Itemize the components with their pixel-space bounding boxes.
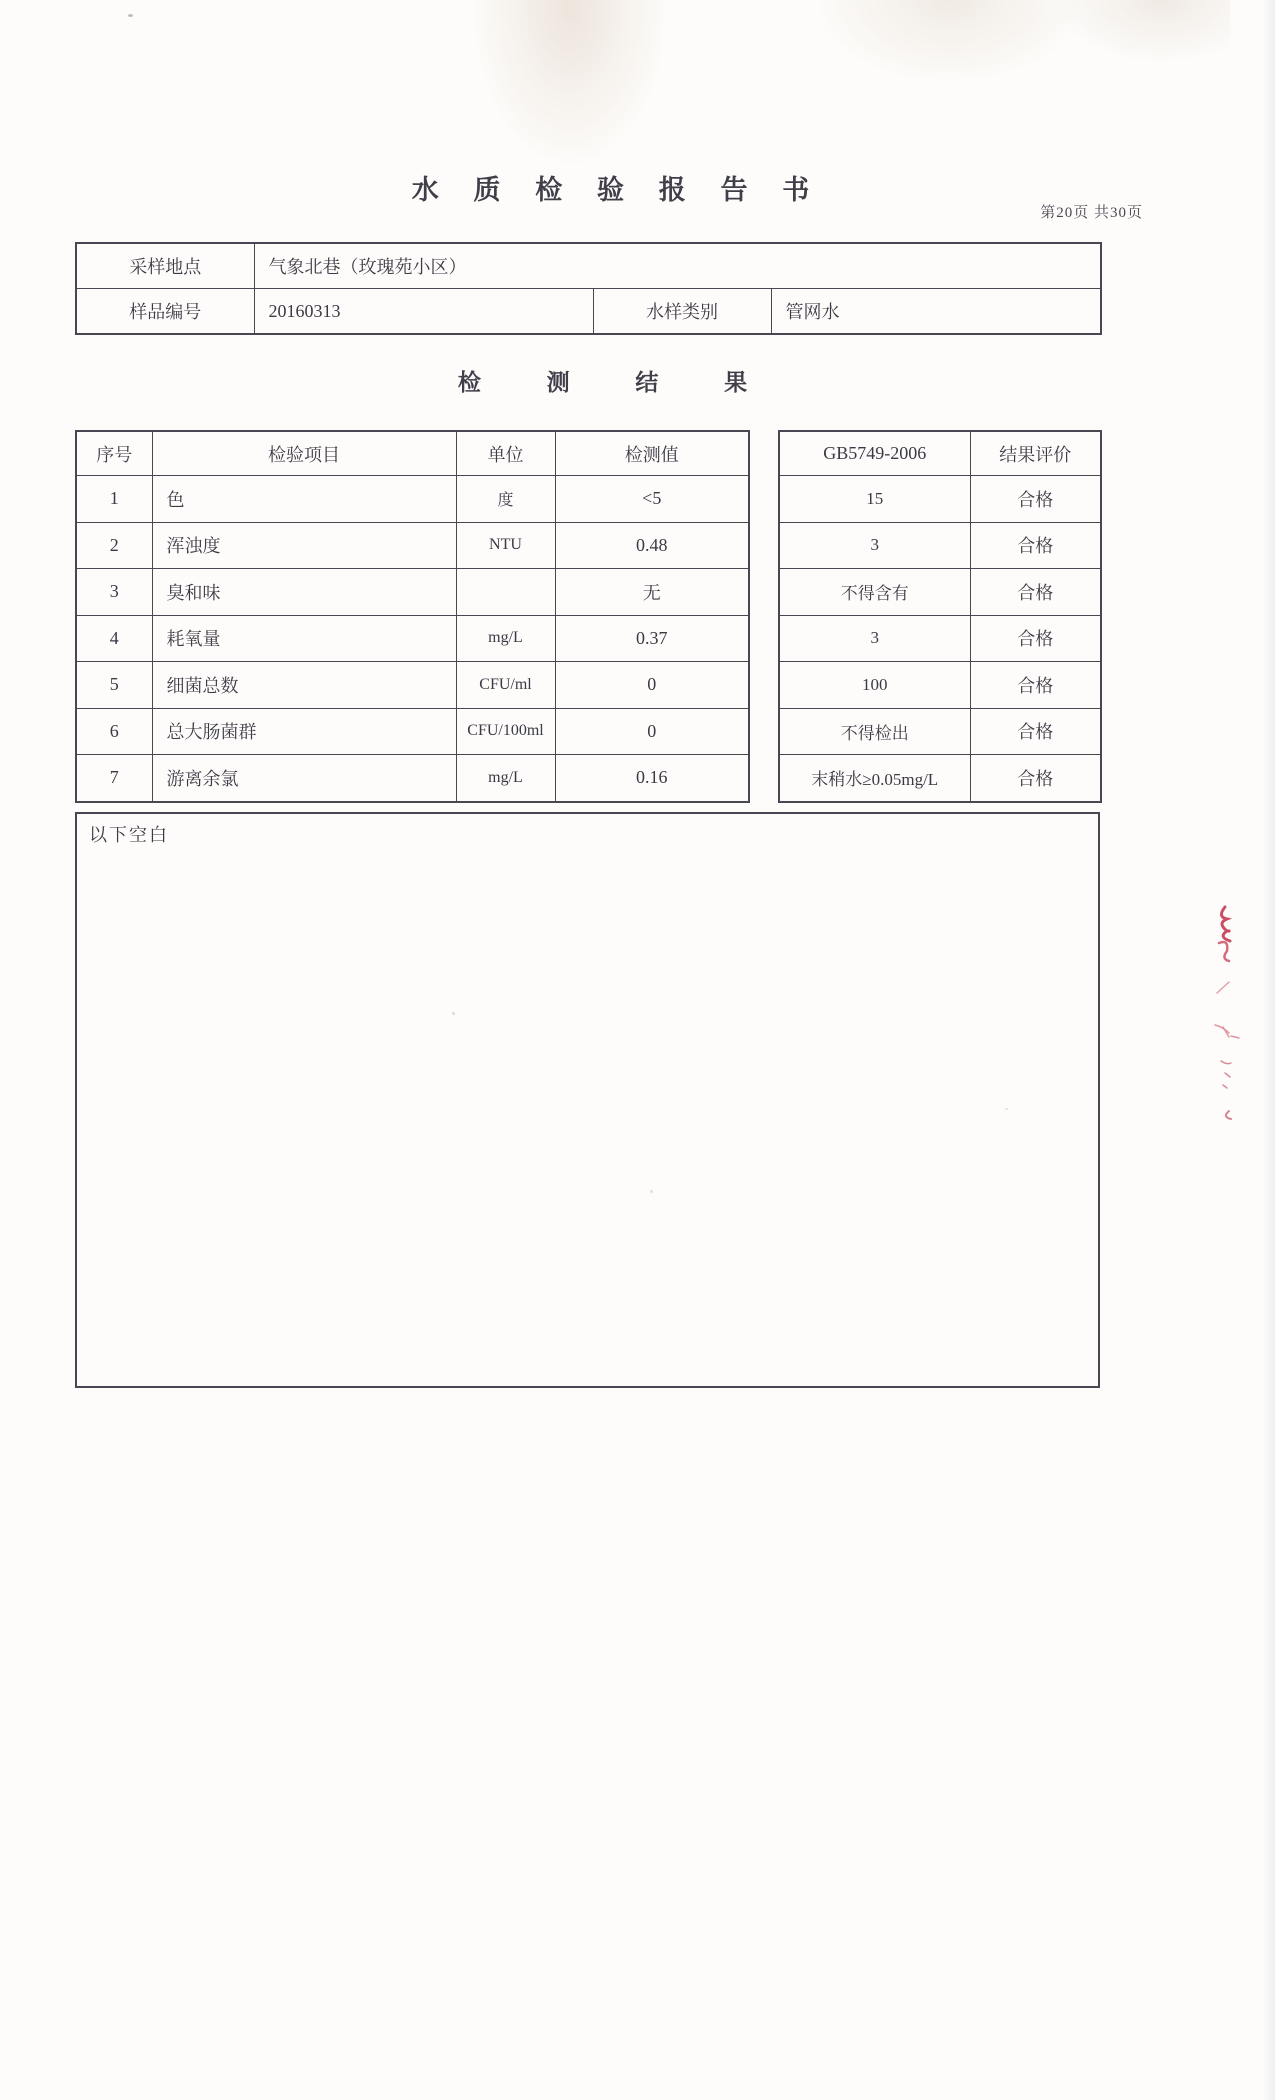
unit-cell: mg/L — [456, 615, 555, 662]
scan-speck — [128, 14, 133, 17]
standard-cell: 3 — [779, 615, 970, 662]
unit-cell — [456, 569, 555, 616]
scan-smudge — [820, 0, 1080, 80]
result-row — [76, 476, 749, 523]
evaluation-cell: 合格 — [970, 662, 1101, 709]
standard-cell: 15 — [779, 476, 970, 523]
water-type-value: 管网水 — [771, 289, 1101, 335]
result-row — [779, 569, 1101, 616]
result-row — [779, 476, 1101, 523]
result-row — [779, 662, 1101, 709]
value-cell: 无 — [555, 569, 749, 616]
header-measured-value: 检测值 — [555, 431, 749, 476]
unit-cell: NTU — [456, 522, 555, 569]
result-row — [779, 522, 1101, 569]
table-header-row — [76, 431, 749, 476]
sampling-location-label: 采样地点 — [76, 243, 254, 289]
evaluation-cell: 合格 — [970, 708, 1101, 755]
item-cell: 游离余氯 — [152, 755, 456, 802]
item-cell: 浑浊度 — [152, 522, 456, 569]
section-title: 检 测 结 果 — [457, 370, 778, 395]
sampling-location-value: 气象北巷（玫瑰苑小区） — [254, 243, 1101, 289]
evaluation-cell: 合格 — [970, 569, 1101, 616]
unit-cell: CFU/100ml — [456, 708, 555, 755]
table-header-row — [779, 431, 1101, 476]
value-cell: 0.16 — [555, 755, 749, 802]
value-cell: 0.48 — [555, 522, 749, 569]
item-cell: 臭和味 — [152, 569, 456, 616]
evaluation-cell: 合格 — [970, 755, 1101, 802]
row-number-cell: 3 — [76, 569, 152, 616]
item-cell: 细菌总数 — [152, 662, 456, 709]
page-edge-shadow — [1263, 0, 1275, 2100]
row-number-cell: 1 — [76, 476, 152, 523]
table-row — [76, 289, 1101, 335]
row-number-cell: 2 — [76, 522, 152, 569]
result-row — [76, 522, 749, 569]
sample-info-table — [75, 242, 1102, 335]
row-number-cell: 6 — [76, 708, 152, 755]
table-row — [76, 243, 1101, 289]
blank-note: 以下空白 — [89, 825, 169, 845]
result-row — [779, 708, 1101, 755]
unit-cell: 度 — [456, 476, 555, 523]
evaluation-cell: 合格 — [970, 522, 1101, 569]
evaluation-cell: 合格 — [970, 615, 1101, 662]
result-row — [76, 755, 749, 802]
evaluation-cell: 合格 — [970, 476, 1101, 523]
item-cell: 总大肠菌群 — [152, 708, 456, 755]
header-row-number: 序号 — [76, 431, 152, 476]
result-row — [76, 569, 749, 616]
standard-cell: 末稍水≥0.05mg/L — [779, 755, 970, 802]
header-evaluation: 结果评价 — [970, 431, 1101, 476]
standard-cell: 不得检出 — [779, 708, 970, 755]
red-ink-marks — [1195, 885, 1255, 1135]
result-row — [779, 755, 1101, 802]
scan-smudge — [470, 0, 670, 170]
value-cell: 0 — [555, 708, 749, 755]
row-number-cell: 7 — [76, 755, 152, 802]
standard-cell: 3 — [779, 522, 970, 569]
header-unit: 单位 — [456, 431, 555, 476]
scan-smudge — [1060, 0, 1230, 60]
result-row — [76, 662, 749, 709]
unit-cell: CFU/ml — [456, 662, 555, 709]
result-row — [779, 615, 1101, 662]
header-standard: GB5749-2006 — [779, 431, 970, 476]
results-table-right — [778, 430, 1102, 803]
result-row — [76, 615, 749, 662]
value-cell: 0.37 — [555, 615, 749, 662]
item-cell: 色 — [152, 476, 456, 523]
value-cell: 0 — [555, 662, 749, 709]
row-number-cell: 4 — [76, 615, 152, 662]
results-table-left — [75, 430, 750, 803]
unit-cell: mg/L — [456, 755, 555, 802]
sample-number-value: 20160313 — [254, 289, 593, 335]
result-row — [76, 708, 749, 755]
item-cell: 耗氧量 — [152, 615, 456, 662]
sample-number-label: 样品编号 — [76, 289, 254, 335]
page-title: 水 质 检 验 报 告 书 — [411, 175, 824, 205]
standard-cell: 不得含有 — [779, 569, 970, 616]
header-test-item: 检验项目 — [152, 431, 456, 476]
page-number-indicator: 第20页 共30页 — [1040, 205, 1143, 221]
value-cell: <5 — [555, 476, 749, 523]
water-type-label: 水样类别 — [593, 289, 771, 335]
row-number-cell: 5 — [76, 662, 152, 709]
blank-remainder-box — [75, 812, 1100, 1388]
standard-cell: 100 — [779, 662, 970, 709]
